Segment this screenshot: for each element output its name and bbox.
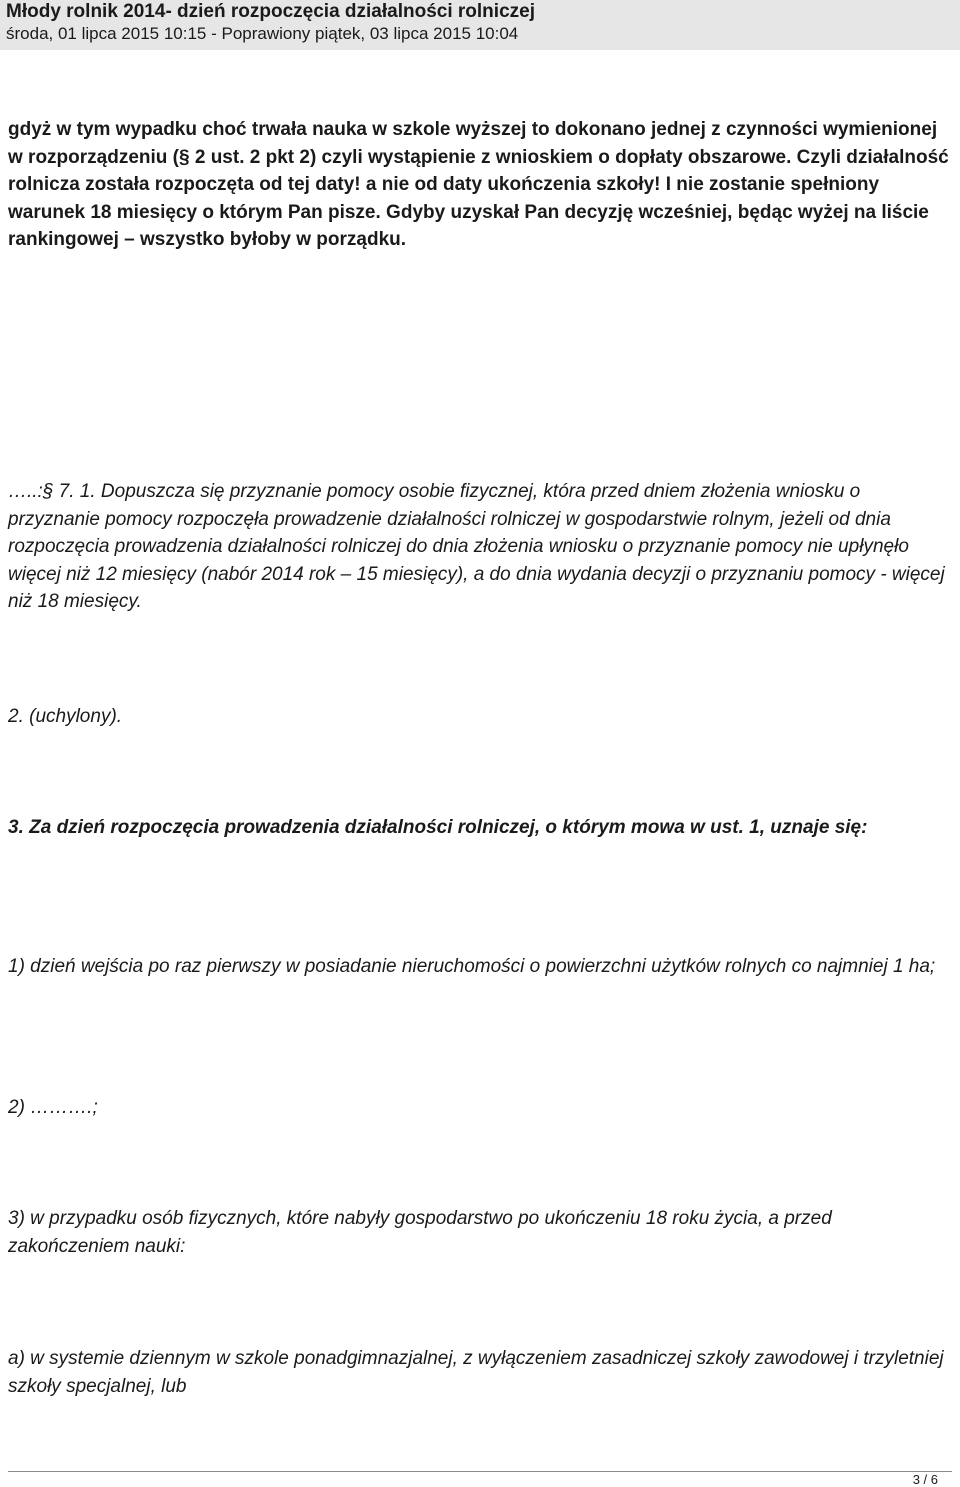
paragraph-start-date-definition: 3. Za dzień rozpoczęcia prowadzenia działalności rolniczej, o którym mowa w ust. 1, uznaje się: bbox=[8, 817, 868, 838]
page-number: 3 / 6 bbox=[912, 1472, 938, 1487]
paragraph-repealed: 2. (uchylony). bbox=[8, 706, 123, 727]
page-header bbox=[0, 0, 960, 50]
page-dates: środa, 01 lipca 2015 10:15 - Poprawiony piątek, 03 lipca 2015 10:04 bbox=[6, 24, 519, 43]
list-item-a: a) w systemie dziennym w szkole ponadgimnazjalnej, z wyłączeniem zasadniczej szkoły zawodowej i trzyletniej szkoły specjalnej, lub bbox=[8, 1348, 944, 1397]
list-item-3: 3) w przypadku osób fizycznych, które nabyły gospodarstwo po ukończeniu 18 roku życia, a przed zakończeniem nauki: bbox=[8, 1208, 832, 1257]
paragraph-explanation: gdyż w tym wypadku choć trwała nauka w szkole wyższej to dokonano jednej z czynności wymienionej w rozporządzeniu (§ 2 ust. 2 pkt 2) czyli wystąpienie z wnioskiem o dopłaty obszarowe. Czyli działalność rolnicza została rozpoczęta od tej daty! a nie od daty ukończenia szkoły! I nie zostanie spełniony warunek 18 miesięcy o którym Pan pisze. Gdyby uzyskał Pan decyzję wcześniej, będąc wyżej na liście rankingowej – wszystko byłoby w porządku. bbox=[8, 119, 949, 250]
list-item-2: 2) ……….; bbox=[8, 1097, 98, 1118]
list-item-1: 1) dzień wejścia po raz pierwszy w posiadanie nieruchomości o powierzchni użytków rolnych co najmniej 1 ha; bbox=[8, 956, 936, 977]
paragraph-regulation-7-1: …..:§ 7. 1. Dopuszcza się przyznanie pomocy osobie fizycznej, która przed dniem złożenia wniosku o przyznanie pomocy rozpoczęła prowadzenie działalności rolniczej w gospodarstwie rolnym, jeżeli od dnia rozpoczęcia prowadzenia działalności rolniczej do dnia złożenia wniosku o przyznanie pomocy nie upłynęło więcej niż 12 miesięcy (nabór 2014 rok – 15 miesięcy), a do dnia wydania decyzji o przyznaniu pomocy - więcej niż 18 miesięcy. bbox=[8, 481, 945, 612]
footer-divider bbox=[8, 1471, 952, 1472]
page-title: Młody rolnik 2014- dzień rozpoczęcia działalności rolniczej bbox=[6, 1, 535, 22]
